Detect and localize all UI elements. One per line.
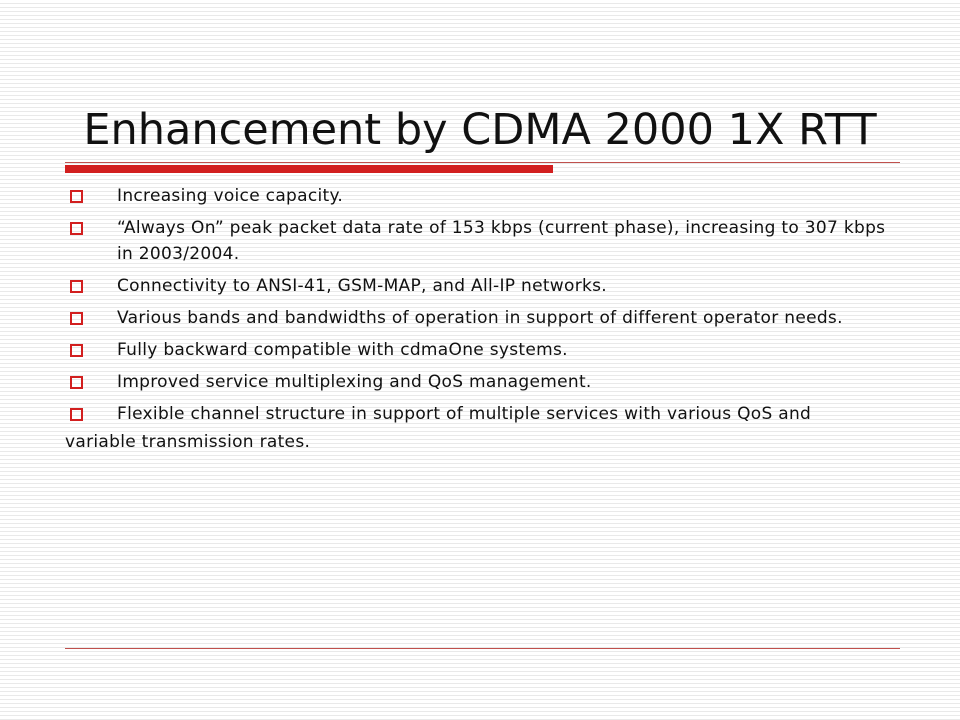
hollow-square-bullet-icon <box>70 280 83 293</box>
footer-rule <box>65 648 900 649</box>
bullet-item <box>65 273 900 299</box>
bullet-continuation-text: variable transmission rates. <box>65 432 311 452</box>
bullet-text: “Always On” peak packet data rate of 153 kbps (current phase), increasing to 307 kbps in 2003/2004. <box>117 218 886 264</box>
title-underline-accent <box>65 165 553 173</box>
hollow-square-bullet-icon <box>70 376 83 389</box>
bullet-item <box>65 215 900 267</box>
bullet-text: Fully backward compatible with cdmaOne systems. <box>117 340 568 360</box>
bullet-list <box>65 183 900 457</box>
hollow-square-bullet-icon <box>70 408 83 421</box>
bullet-item <box>65 337 900 363</box>
bullet-item <box>65 183 900 209</box>
bullet-text: Flexible channel structure in support of multiple services with various QoS and <box>117 404 812 424</box>
hollow-square-bullet-icon <box>70 190 83 203</box>
bullet-item <box>65 401 900 427</box>
bullet-text: Various bands and bandwidths of operation in support of different operator needs. <box>117 308 843 328</box>
hollow-square-bullet-icon <box>70 344 83 357</box>
bullet-text: Improved service multiplexing and QoS management. <box>117 372 592 392</box>
slide-title: Enhancement by CDMA 2000 1X RTT <box>83 105 877 155</box>
bullet-item <box>65 305 900 331</box>
bullet-text: Connectivity to ANSI-41, GSM-MAP, and All-IP networks. <box>117 276 608 296</box>
bullet-text: Increasing voice capacity. <box>117 186 344 206</box>
hollow-square-bullet-icon <box>70 312 83 325</box>
title-underline-thin <box>65 162 900 163</box>
bullet-item <box>65 369 900 395</box>
hollow-square-bullet-icon <box>70 222 83 235</box>
